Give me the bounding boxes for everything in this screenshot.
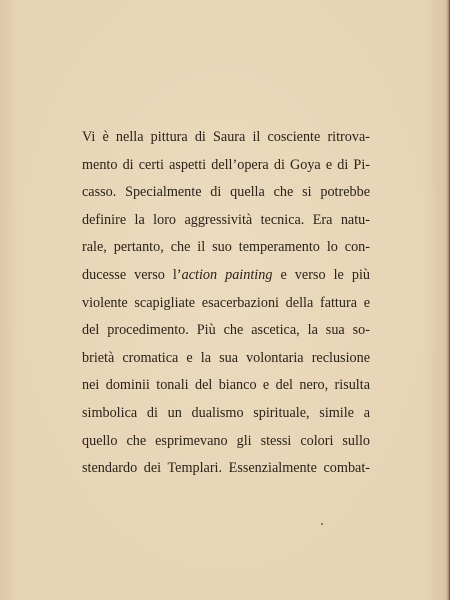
text-line: mento di certi aspetti dell’opera di Goya e di Pi- <box>82 156 370 173</box>
text-line: nei dominii tonali del bianco e del nero, risulta <box>82 377 370 394</box>
text-run: ducesse verso l’ <box>82 266 182 283</box>
body-paragraph <box>82 124 370 483</box>
text-line: casso. Specialmente di quella che si potrebbe <box>82 184 370 201</box>
text-line: Vi è nella pittura di Saura il cosciente ritrova- <box>82 129 370 145</box>
text-line: violente scapigliate esacerbazioni della fattura e <box>82 294 370 311</box>
text-line: del procedimento. Più che ascetica, la sua so- <box>82 322 370 339</box>
text-line: simbolica di un dualismo spirituale, simile a <box>82 404 370 421</box>
text-line: definire la loro aggressività tecnica. Era natu- <box>82 211 370 228</box>
paper-speck <box>321 523 323 525</box>
text-line: brietà cromatica e la sua volontaria reclusione <box>82 349 370 366</box>
italic-term: action painting <box>181 266 273 283</box>
text-line: quello che esprimevano gli stessi colori sullo <box>82 432 370 449</box>
text-run: e verso le più <box>272 266 370 283</box>
text-line <box>82 262 370 290</box>
page-edge <box>446 0 450 600</box>
text-line: stendardo dei Templari. Essenzialmente combat- <box>82 460 370 477</box>
text-line: rale, pertanto, che il suo temperamento lo con- <box>82 239 370 256</box>
